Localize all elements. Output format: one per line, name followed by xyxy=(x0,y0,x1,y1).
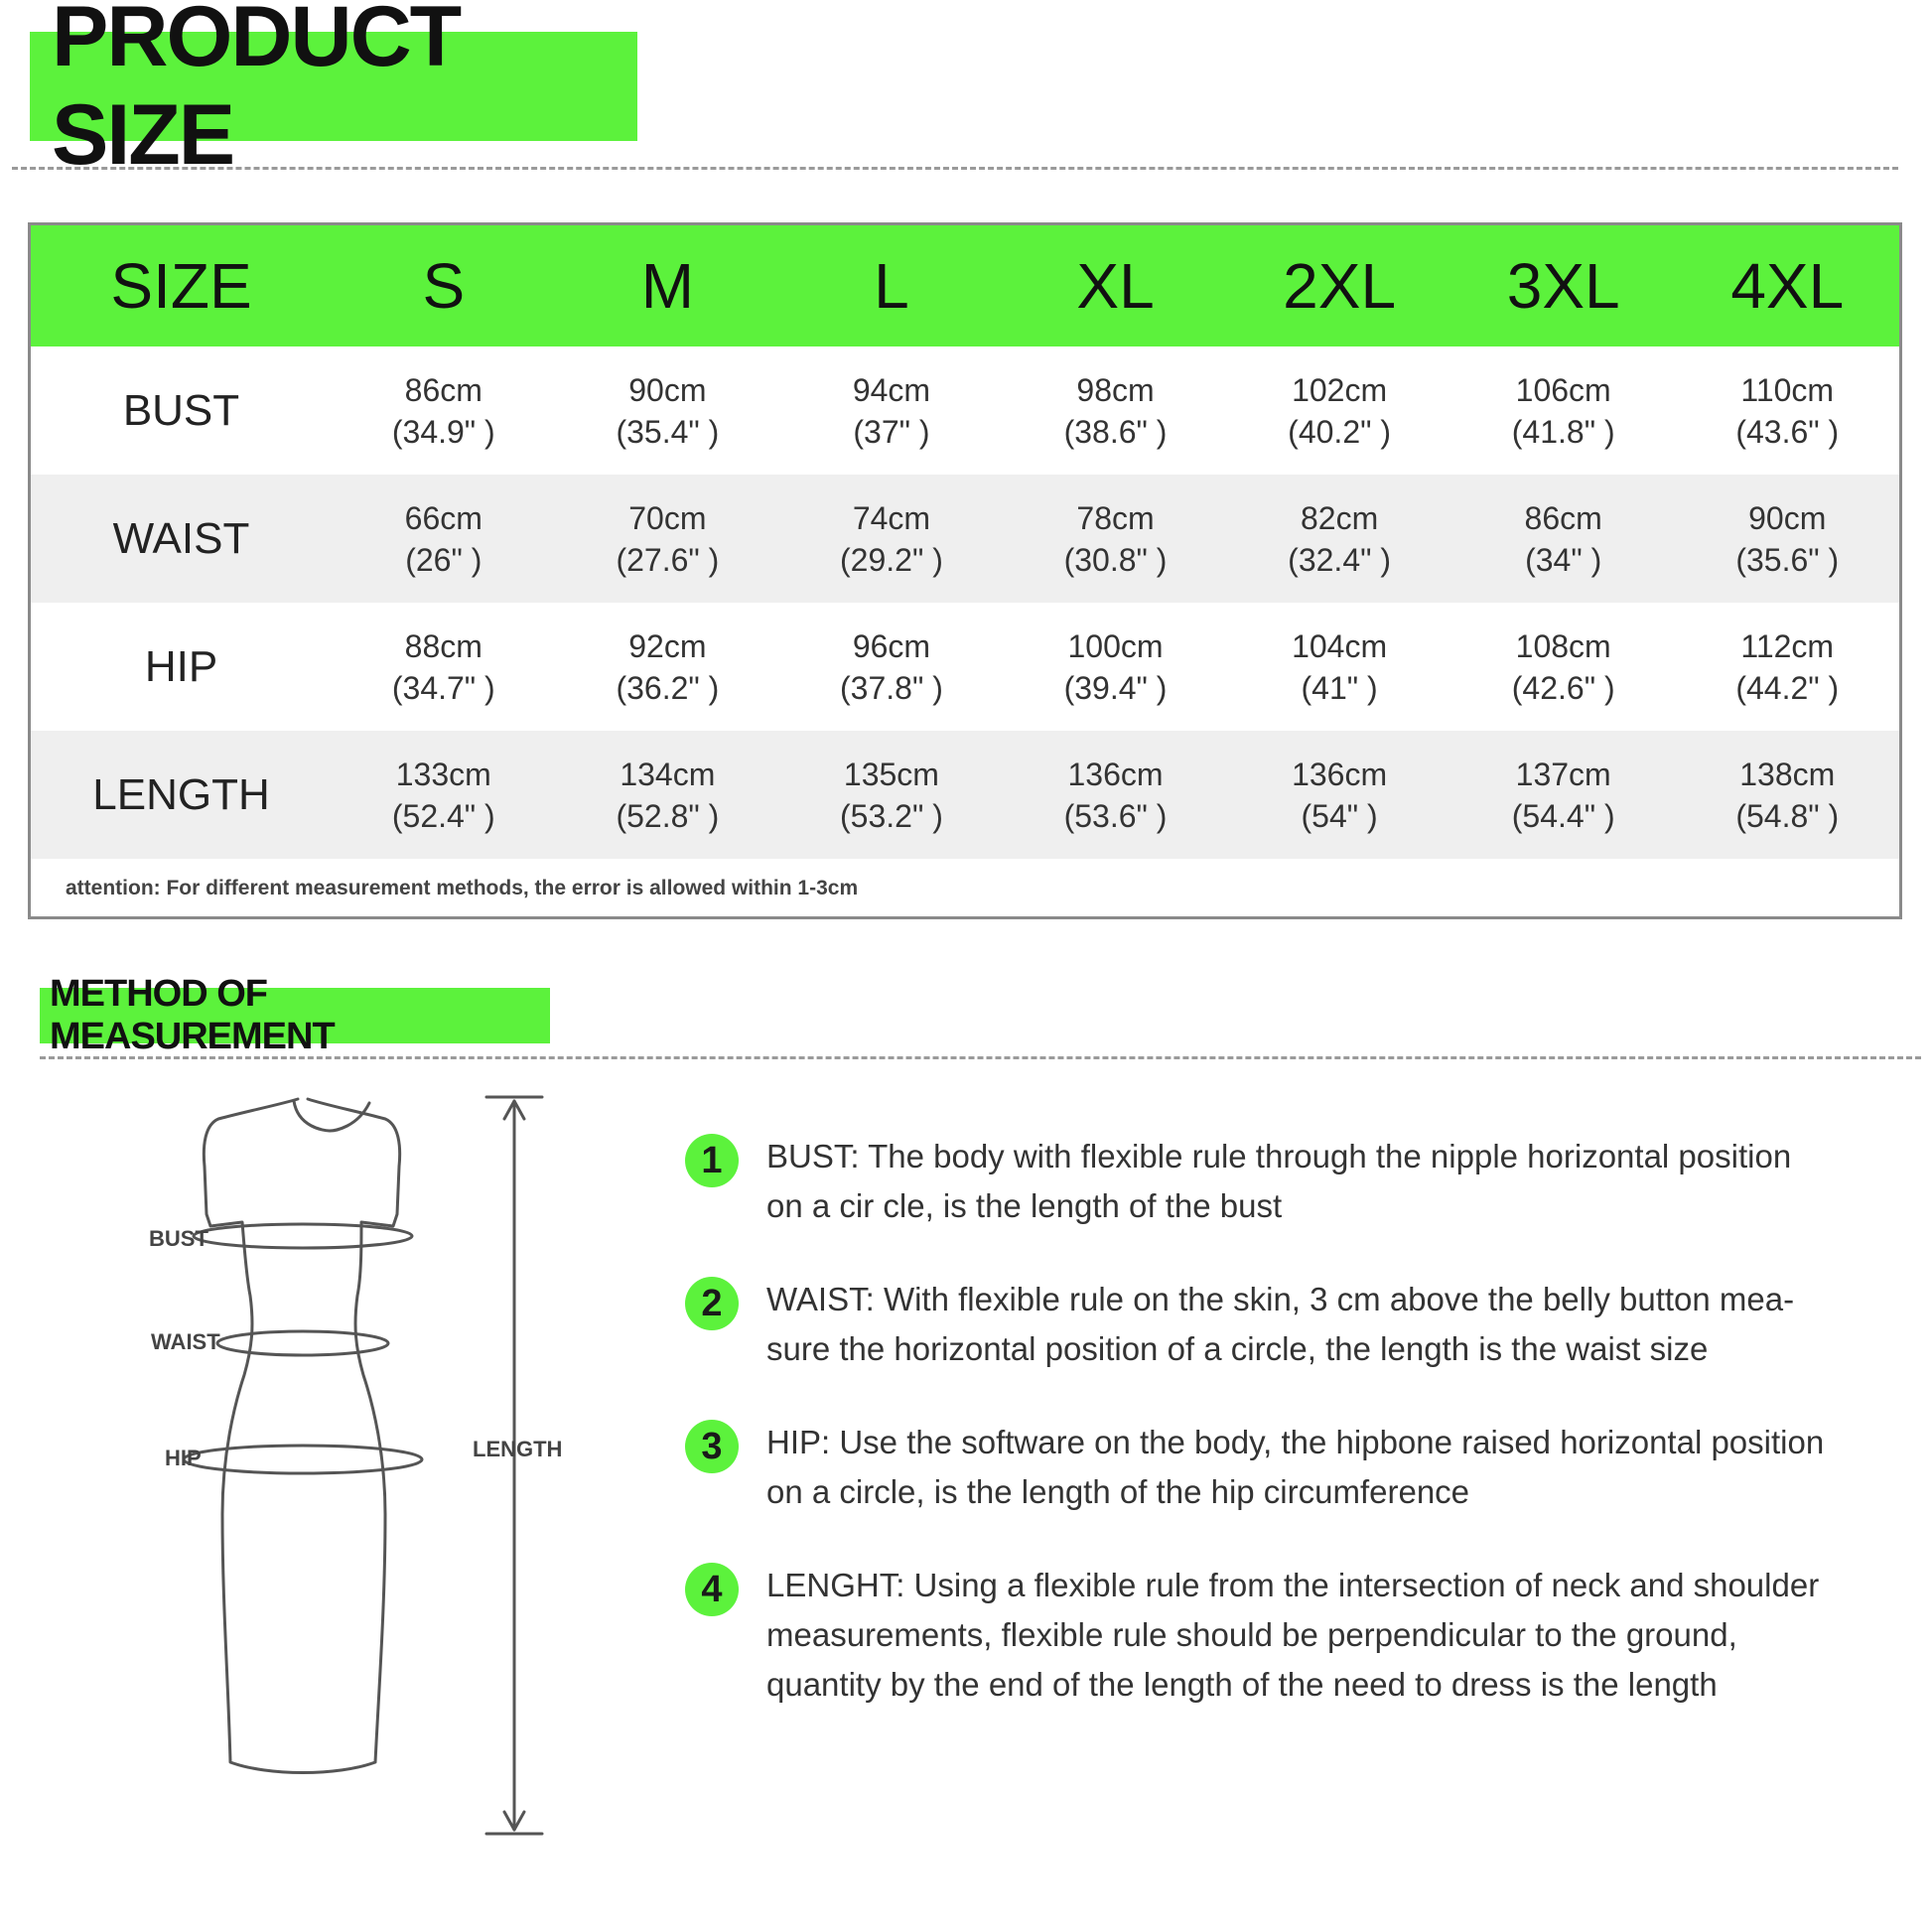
table-cell xyxy=(1004,497,1228,581)
measurement-value xyxy=(616,369,719,453)
method-title: METHOD OF MEASUREMENT xyxy=(50,973,335,1057)
bust-line xyxy=(194,1224,412,1248)
value-inch: (54.8" ) xyxy=(1735,797,1840,834)
value-inch: (32.4" ) xyxy=(1288,541,1392,578)
measurement-value xyxy=(853,369,930,453)
measurement-value xyxy=(1288,497,1391,581)
value-cm: 94cm xyxy=(852,371,931,408)
diagram-label-bust: BUST xyxy=(149,1226,208,1251)
measurement-value xyxy=(840,497,943,581)
header-cell-size: SIZE xyxy=(110,250,252,322)
value-cm: 137cm xyxy=(1515,756,1611,792)
table-cell xyxy=(779,754,1004,837)
value-inch: (35.6" ) xyxy=(1735,541,1840,578)
row-label: LENGTH xyxy=(92,769,270,819)
table-row xyxy=(31,731,1899,859)
table-cell xyxy=(1675,369,1899,453)
measurement-step xyxy=(675,1561,1906,1710)
measurement-value xyxy=(1064,497,1168,581)
table-body xyxy=(31,346,1899,859)
header-cell-xl: XL xyxy=(1076,250,1155,322)
measurement-value xyxy=(1292,625,1387,709)
step-text-line: quantity by the end of the length of the need to dress is the length xyxy=(766,1666,1718,1703)
table-cell xyxy=(1675,497,1899,581)
value-cm: 98cm xyxy=(1076,371,1155,408)
value-cm: 96cm xyxy=(852,627,931,664)
value-cm: 135cm xyxy=(843,756,939,792)
value-inch: (54" ) xyxy=(1301,797,1378,834)
table-cell xyxy=(1004,625,1228,709)
table-header-row xyxy=(31,225,1899,346)
value-inch: (39.4" ) xyxy=(1063,669,1168,706)
table-cell xyxy=(1675,625,1899,709)
value-cm: 136cm xyxy=(1067,756,1164,792)
value-cm: 92cm xyxy=(628,627,707,664)
measurement-value xyxy=(1525,497,1602,581)
step-text xyxy=(766,1275,1906,1374)
value-cm: 100cm xyxy=(1067,627,1164,664)
value-cm: 86cm xyxy=(404,371,483,408)
measurement-steps xyxy=(675,1132,1906,1753)
value-cm: 74cm xyxy=(852,499,931,536)
value-cm: 136cm xyxy=(1292,756,1388,792)
measurement-value xyxy=(1064,369,1168,453)
step-text-line: BUST: The body with flexible rule through the nipple horizontal position xyxy=(766,1138,1792,1174)
value-inch: (27.6" ) xyxy=(616,541,720,578)
measurement-step xyxy=(675,1418,1906,1517)
value-inch: (34" ) xyxy=(1525,541,1602,578)
table-cell xyxy=(1227,754,1451,837)
value-cm: 133cm xyxy=(395,756,491,792)
value-cm: 106cm xyxy=(1515,371,1611,408)
value-cm: 70cm xyxy=(628,499,707,536)
measurement-value xyxy=(1064,625,1168,709)
table-cell xyxy=(779,625,1004,709)
header-cell-s: S xyxy=(422,250,466,322)
table-cell xyxy=(1451,625,1676,709)
value-cm: 102cm xyxy=(1292,371,1388,408)
header-cell-3xl: 3XL xyxy=(1506,250,1620,322)
value-cm: 88cm xyxy=(404,627,483,664)
divider xyxy=(40,1056,1921,1059)
value-inch: (26" ) xyxy=(405,541,483,578)
diagram-label-hip: HIP xyxy=(165,1446,202,1470)
step-text xyxy=(766,1132,1906,1231)
step-text-line: sure the horizontal position of a circle, the length is the waist size xyxy=(766,1330,1709,1367)
table-cell xyxy=(556,369,780,453)
table-cell xyxy=(1451,369,1676,453)
table-cell xyxy=(1227,369,1451,453)
step-text-line: on a circle, is the length of the hip circumference xyxy=(766,1473,1470,1510)
table-cell xyxy=(332,497,556,581)
table-cell xyxy=(1004,369,1228,453)
measurement-value xyxy=(840,625,943,709)
measurement-value xyxy=(1735,497,1839,581)
table-row xyxy=(31,475,1899,603)
table-cell xyxy=(556,625,780,709)
divider xyxy=(12,167,1898,170)
table-cell xyxy=(332,369,556,453)
value-cm: 86cm xyxy=(1524,499,1602,536)
table-cell xyxy=(779,369,1004,453)
value-inch: (29.2" ) xyxy=(840,541,943,578)
table-cell xyxy=(1451,754,1676,837)
step-text-line: LENGHT: Using a flexible rule from the intersection of neck and shoulder xyxy=(766,1567,1820,1603)
value-inch: (52.8" ) xyxy=(616,797,720,834)
table-row xyxy=(31,346,1899,475)
table-row xyxy=(31,603,1899,731)
hip-line xyxy=(184,1446,422,1473)
value-inch: (35.4" ) xyxy=(616,413,720,450)
value-inch: (37" ) xyxy=(853,413,930,450)
value-inch: (41" ) xyxy=(1301,669,1378,706)
value-cm: 82cm xyxy=(1300,499,1379,536)
measurement-value xyxy=(1292,754,1387,837)
measurement-value xyxy=(1735,754,1839,837)
measurement-value xyxy=(1512,369,1615,453)
value-inch: (43.6" ) xyxy=(1735,413,1840,450)
value-cm: 78cm xyxy=(1076,499,1155,536)
measurement-value xyxy=(616,754,719,837)
table-cell xyxy=(332,625,556,709)
table-cell xyxy=(332,754,556,837)
step-number-badge: 4 xyxy=(685,1563,739,1616)
waist-line xyxy=(217,1331,388,1355)
measurement-value xyxy=(405,497,483,581)
measurement-step xyxy=(675,1275,1906,1374)
page-title-badge xyxy=(30,0,637,183)
measurement-value xyxy=(616,625,719,709)
value-inch: (34.9" ) xyxy=(391,413,495,450)
page-title: PRODUCT SIZE xyxy=(52,0,461,183)
value-inch: (37.8" ) xyxy=(840,669,943,706)
value-inch: (41.8" ) xyxy=(1511,413,1615,450)
table-cell xyxy=(1227,625,1451,709)
measurement-value xyxy=(1064,754,1168,837)
measurement-value xyxy=(1288,369,1391,453)
header-cell-2xl: 2XL xyxy=(1283,250,1397,322)
attention-note: attention: For different measurement methods, the error is allowed within 1-3cm xyxy=(66,877,859,899)
header-cell-m: M xyxy=(640,250,695,322)
value-cm: 110cm xyxy=(1740,371,1835,408)
table-cell xyxy=(1675,754,1899,837)
value-inch: (38.6" ) xyxy=(1063,413,1168,450)
row-label: WAIST xyxy=(112,513,250,563)
diagram-label-length: LENGTH xyxy=(473,1437,563,1461)
method-title-badge xyxy=(40,973,550,1057)
measurement-value xyxy=(616,497,719,581)
value-inch: (53.6" ) xyxy=(1063,797,1168,834)
table-cell xyxy=(556,497,780,581)
step-text-line: measurements, flexible rule should be perpendicular to the ground, xyxy=(766,1616,1737,1653)
value-cm: 104cm xyxy=(1292,627,1388,664)
value-inch: (40.2" ) xyxy=(1288,413,1392,450)
size-chart-table xyxy=(28,222,1902,919)
value-cm: 90cm xyxy=(628,371,707,408)
value-inch: (44.2" ) xyxy=(1735,669,1840,706)
value-inch: (53.2" ) xyxy=(840,797,943,834)
measurement-value xyxy=(1512,625,1615,709)
value-cm: 90cm xyxy=(1748,499,1827,536)
value-cm: 112cm xyxy=(1740,627,1835,664)
row-label: HIP xyxy=(144,641,218,691)
measurement-step xyxy=(675,1132,1906,1231)
step-text xyxy=(766,1561,1906,1710)
table-cell xyxy=(556,754,780,837)
value-cm: 108cm xyxy=(1515,627,1611,664)
step-number-badge: 1 xyxy=(685,1134,739,1187)
step-text-line: WAIST: With flexible rule on the skin, 3 cm above the belly button mea- xyxy=(766,1281,1795,1317)
value-inch: (36.2" ) xyxy=(616,669,720,706)
table-cell xyxy=(779,497,1004,581)
measurement-value xyxy=(1735,625,1839,709)
measurement-value xyxy=(392,625,495,709)
value-cm: 134cm xyxy=(620,756,716,792)
header-cell-4xl: 4XL xyxy=(1730,250,1845,322)
table-cell xyxy=(1004,754,1228,837)
value-inch: (54.4" ) xyxy=(1511,797,1615,834)
row-label: BUST xyxy=(122,385,240,435)
measurement-value xyxy=(392,369,495,453)
measurement-value xyxy=(1735,369,1839,453)
value-inch: (52.4" ) xyxy=(391,797,495,834)
value-inch: (34.7" ) xyxy=(391,669,495,706)
dress-measurement-diagram xyxy=(119,1087,596,1842)
header-cell-l: L xyxy=(874,250,909,322)
step-number-badge: 2 xyxy=(685,1277,739,1330)
step-text xyxy=(766,1418,1906,1517)
step-number-badge: 3 xyxy=(685,1420,739,1473)
dress-outline xyxy=(204,1099,399,1773)
measurement-value xyxy=(840,754,943,837)
measurement-value xyxy=(1512,754,1615,837)
table-cell xyxy=(1451,497,1676,581)
step-text-line: on a cir cle, is the length of the bust xyxy=(766,1187,1283,1224)
measurement-value xyxy=(392,754,495,837)
value-inch: (30.8" ) xyxy=(1063,541,1168,578)
diagram-label-waist: WAIST xyxy=(151,1329,220,1354)
step-text-line: HIP: Use the software on the body, the hipbone raised horizontal position xyxy=(766,1424,1825,1460)
value-cm: 66cm xyxy=(404,499,483,536)
value-inch: (42.6" ) xyxy=(1511,669,1615,706)
table-cell xyxy=(1227,497,1451,581)
value-cm: 138cm xyxy=(1739,756,1836,792)
